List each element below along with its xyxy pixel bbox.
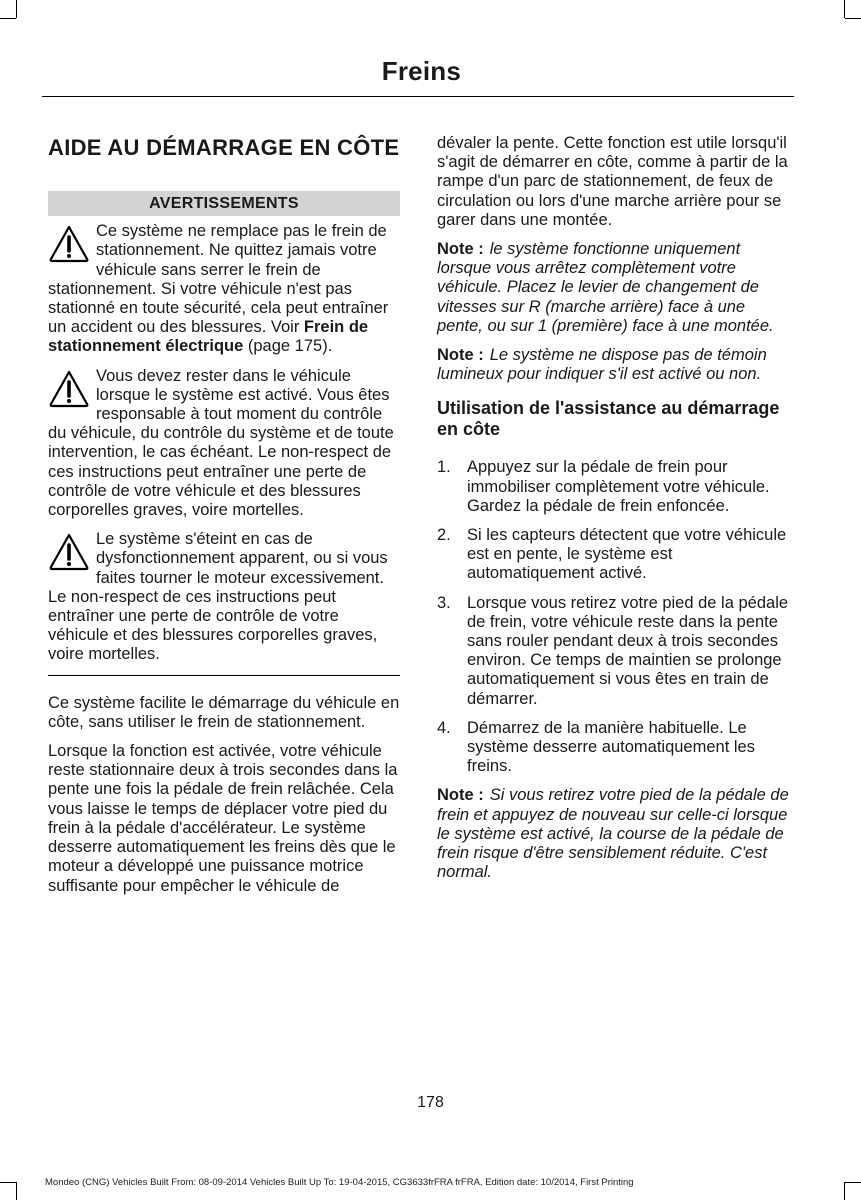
warning-2 [48, 367, 400, 521]
note-2 [437, 346, 789, 384]
note-3 [437, 786, 789, 882]
crop-mark [844, 0, 845, 18]
list-item [437, 526, 789, 584]
warning-3 [48, 530, 400, 664]
step-text: Appuyez sur la pédale de frein pour immobiliser complètement votre véhicule. Gardez la pédale de frein enfoncée. [467, 458, 770, 515]
paragraph-continued: dévaler la pente. Cette fonction est utile lorsqu'il s'agit de démarrer en côte, comme à partir de la rampe d'un parc de stationnement, de feux de circulation ou lors d'une marche arrière pour se garer dans une montée. [437, 134, 788, 229]
paragraph-function: Lorsque la fonction est activée, votre véhicule reste stationnaire deux à trois secondes dans la pente une fois la pédale de frein relâchée. Cela vous laisse le temps de déplacer votre pied du frein à la pédale d'accélérateur. Le système desserre automatiquement les freins dès que le moteur a développé une puissance motrice suffisante pour empêcher le véhicule de [48, 742, 398, 895]
section-title: AIDE AU DÉMARRAGE EN CÔTE [48, 135, 400, 160]
crop-mark [0, 18, 16, 19]
list-item [437, 594, 789, 709]
usage-steps-list [437, 458, 789, 776]
note-label: Note : [437, 346, 484, 365]
parking-brake-link[interactable]: Frein de stationnement électrique [48, 318, 369, 356]
header-rule [42, 96, 794, 97]
step-number: 3. [437, 593, 451, 612]
step-number: 4. [437, 718, 451, 737]
page-header-title: Freins [381, 56, 461, 86]
warning-2-text: Vous devez rester dans le véhicule lorsque le système est activé. Vous êtes responsable à tout moment du contrôle du véhicule, du contrôle du système et de toute intervention, le cas échéant. Le non-respect de ces instructions peut entraîner une perte de contrôle de votre véhicule et des blessures corporelles graves, voire mortelles. [48, 366, 394, 520]
list-item [437, 458, 789, 516]
step-text: Si les capteurs détectent que votre véhicule est en pente, le système est automatiquement activé. [467, 526, 787, 583]
note-2-text: Le système ne dispose pas de témoin lumineux pour indiquer s'il est activé ou non. [437, 346, 767, 384]
warning-triangle-icon [48, 224, 90, 264]
note-1-text: le système fonctionne uniquement lorsque vous arrêtez complètement votre véhicule. Placez le levier de changement de vitesses sur R (marche arrière) face à une pente, ou sur 1 (première) face à une montée. [437, 240, 774, 335]
page-footer: Mondeo (CNG) Vehicles Built From: 08-09-2014 Vehicles Built Up To: 19-04-2015, CG3633frFRA frFRA, Edition date: 10/2014, First Printing [45, 1177, 634, 1188]
warning-triangle-icon [48, 369, 90, 409]
right-column [437, 134, 789, 893]
warning-triangle-icon [48, 532, 90, 572]
list-item [437, 719, 789, 777]
warning-1-page-ref: (page 175). [243, 337, 333, 356]
paragraph-intro: Ce système facilite le démarrage du véhicule en côte, sans utiliser le frein de stationnement. [48, 693, 400, 731]
note-label: Note : [437, 240, 484, 259]
left-column [48, 130, 400, 906]
warning-1-text: Ce système ne remplace pas le frein de stationnement. Ne quittez jamais votre véhicule sans serrer le frein de stationnement. Si votre véhicule n'est pas stationné en toute sécurité, cela peut entraîner un accident ou des blessures. Voir [48, 222, 389, 337]
note-label: Note : [437, 786, 484, 805]
step-number: 2. [437, 526, 451, 545]
note-3-text: Si vous retirez votre pied de la pédale de frein et appuyez de nouveau sur celle-ci lorsque le système est activé, la course de la pédale de frein risque d'être sensiblement réduite. C'est normal. [437, 786, 789, 882]
warnings-end-rule [48, 675, 400, 676]
step-text: Lorsque vous retirez votre pied de la pédale de frein, votre véhicule reste dans la pente sans rouler pendant deux à trois secondes environ. Ce temps de maintien se prolonge automatiquement si vous êtes en train de démarrer. [467, 593, 789, 708]
crop-mark [16, 0, 17, 18]
crop-mark [845, 1182, 861, 1183]
note-1 [437, 240, 789, 336]
step-text: Démarrez de la manière habituelle. Le système desserre automatiquement les freins. [467, 718, 755, 776]
crop-mark [0, 1182, 16, 1183]
crop-mark [845, 18, 861, 19]
usage-heading: Utilisation de l'assistance au démarrage en côte [437, 398, 780, 440]
crop-mark [16, 1182, 17, 1200]
crop-mark [844, 1182, 845, 1200]
page-number: 178 [417, 1094, 444, 1111]
warnings-header: AVERTISSEMENTS [48, 191, 400, 216]
warning-3-text: Le système s'éteint en cas de dysfonctionnement apparent, ou si vous faites tourner le moteur excessivement. Le non-respect de ces instructions peut entraîner une perte de contrôle de votre véhicule et des blessures corporelles graves, voire mortelles. [48, 530, 388, 664]
warning-1 [48, 222, 400, 356]
step-number: 1. [437, 458, 451, 477]
